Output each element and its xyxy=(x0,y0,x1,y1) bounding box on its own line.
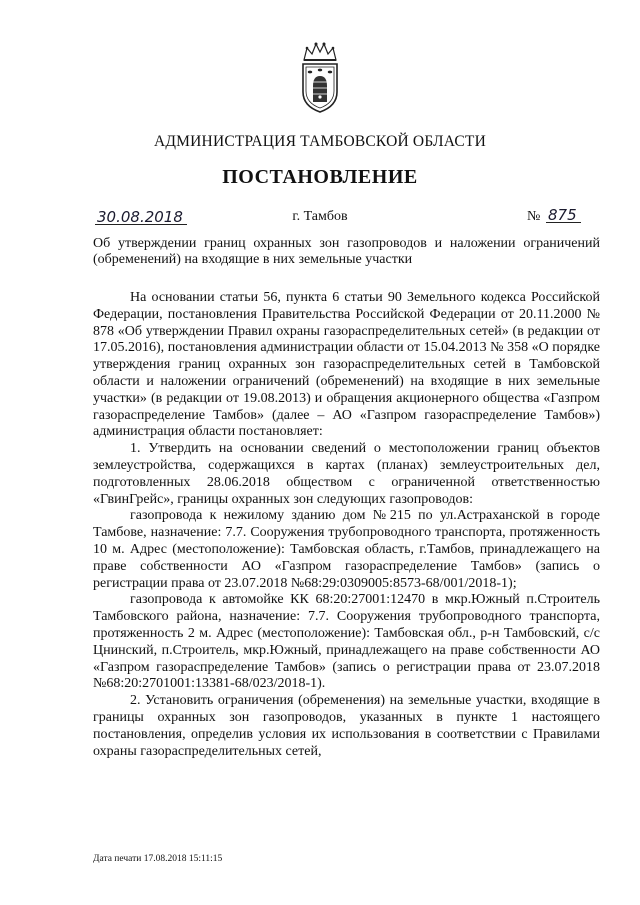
paragraph-preamble: На основании статьи 56, пункта 6 статьи 90 Земельного кодекса Российской Федерации, постановления Правительства Российской Федерации от 20.11.2000 № 878 «Об утверждении Правил охраны газораспределительных сетей» (в редакции от 17.05.2016), постановления администрации области от 15.04.2013 № 358 «О порядке утверждения границ охранных зон газораспределительных сетей в Тамбовской области и наложении ограничений (обременений) на входящие в них земельные участки» (в редакции от 19.08.2013) и обращения акционерного общества «Газпром газораспределение Тамбов» (далее – АО «Газпром газораспределение Тамбов») администрация области постановляет: xyxy=(93,290,600,440)
document-date: 30.08.2018 xyxy=(97,208,183,226)
coat-of-arms-icon xyxy=(298,40,342,114)
document-number: 875 xyxy=(548,206,577,224)
document-city: г. Тамбов xyxy=(292,209,348,224)
document-body xyxy=(93,290,600,760)
number-label: № xyxy=(527,209,541,224)
paragraph-item-1: 1. Утвердить на основании сведений о местоположении границ объектов землеустройства, содержащихся в картах (планах) землеустроительных дел, подготовленных 28.06.2018 обществом с ограниченной ответственностью «ГвинГрейс», границы охранных зон следующих газопроводов: xyxy=(93,441,600,507)
paragraph-pipeline-1: газопровода к нежилому зданию дом №215 по ул.Астраханской в городе Тамбове, назначение: 7.7. Сооружения трубопроводного транспорта, протяженность 10 м. Адрес (местоположение): Тамбовская область, г.Тамбов, принадлежащего на праве собственности АО «Газпром газораспределение Тамбов» (запись о регистрации права от 23.07.2018 №68:29:0309005:8573-68/001/2018-1); xyxy=(93,508,600,591)
paragraph-pipeline-2: газопровода к автомойке КК 68:20:27001:12470 в мкр.Южный п.Строитель Тамбовского района, назначение: 7.7. Сооружения трубопроводного транспорта, протяженность 2 м. Адрес (местоположение): Тамбовская обл., р-н Тамбовский, с/с Цнинский, п.Строитель, мкр.Южный, принадлежащего на праве собственности АО «Газпром газораспределение Тамбов» (запись о регистрации права от 23.07.2018 №68:20:2701001:13381-68/023/2018-1). xyxy=(93,592,600,692)
paragraph-item-2: 2. Установить ограничения (обременения) на земельные участки, входящие в границы охранных зон газопроводов, указанных в пункте 1 настоящего постановления, определив условия их использования в соответствии с Правилами охраны газораспределительных сетей, xyxy=(93,693,600,759)
document-title: Об утверждении границ охранных зон газопроводов и наложении ограничений (обременений) на входящие в них земельные участки xyxy=(93,236,600,267)
document-type: ПОСТАНОВЛЕНИЕ xyxy=(222,166,418,188)
organization-name: АДМИНИСТРАЦИЯ ТАМБОВСКОЙ ОБЛАСТИ xyxy=(154,133,486,150)
print-date: Дата печати 17.08.2018 15:11:15 xyxy=(93,854,223,864)
